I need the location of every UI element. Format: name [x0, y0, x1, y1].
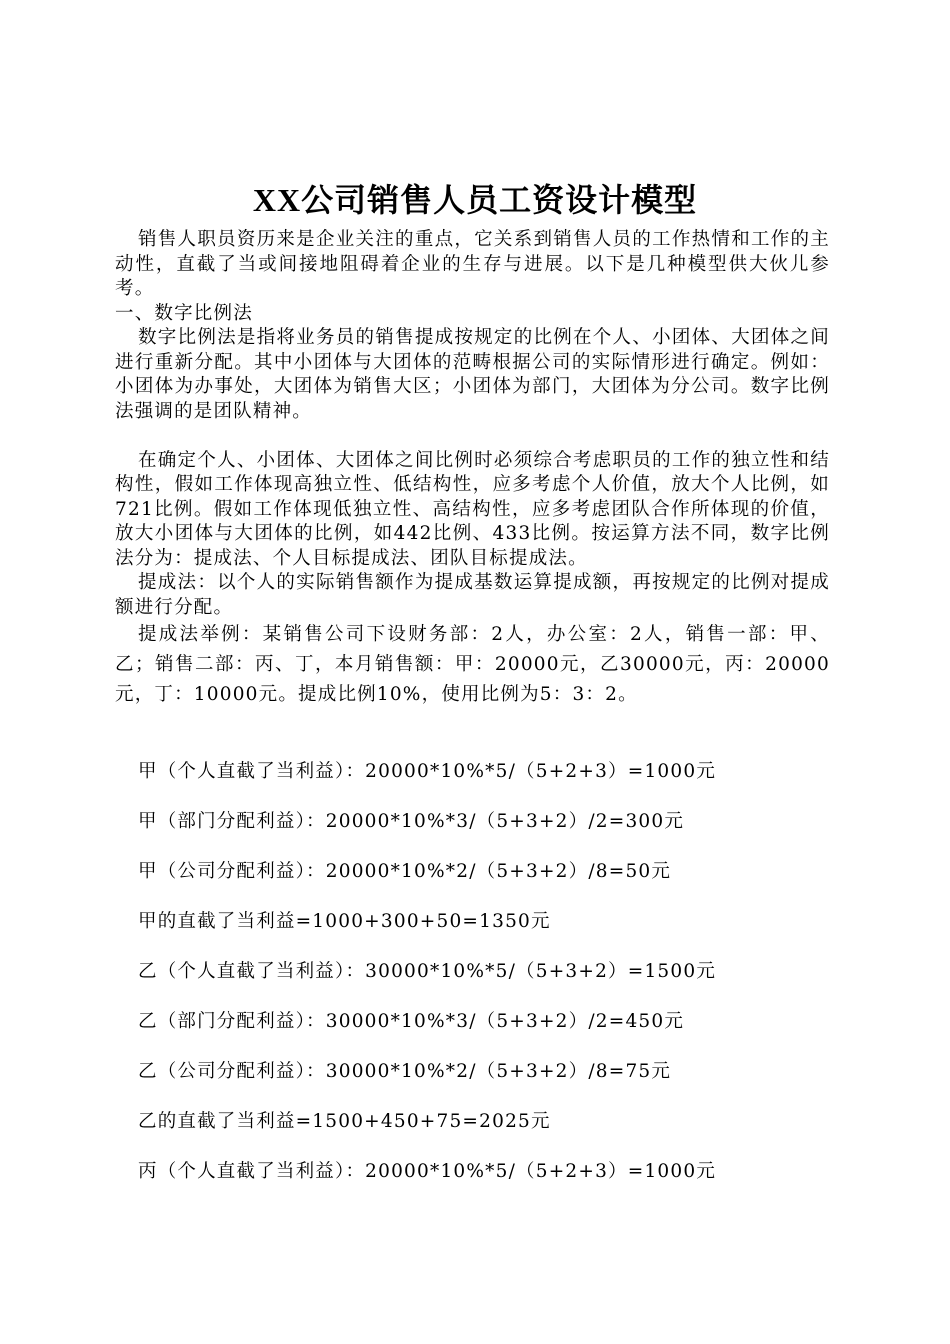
document-body: [115, 228, 830, 710]
calculation-line: 甲（部门分配利益）：20000*10%*3/（5+3+2）/2=300元: [138, 811, 685, 832]
section-heading: 一、数字比例法: [115, 302, 253, 324]
calculation-line: 甲的直截了当利益=1000+300+50=1350元: [138, 911, 551, 932]
intro-paragraph: 销售人职员资历来是企业关注的重点，它关系到销售人员的工作热情和工作的主动性，直截了当或间接地阻碍着企业的生存与进展。以下是几种模型供大伙儿参考。: [115, 229, 830, 299]
calculation-line: 乙（个人直截了当利益）：30000*10%*5/（5+3+2）=1500元: [138, 961, 717, 982]
calculation-line: 乙（部门分配利益）：30000*10%*3/（5+3+2）/2=450元: [138, 1011, 685, 1032]
ratio-paragraph: 在确定个人、小团体、大团体之间比例时必须综合考虑职员的工作的独立性和结构性，假如工作体现高独立性、低结构性，应多考虑个人价值，放大个人比例，如721比例。假如工作体现低独立性、高结构性，应多考虑团队合作所体现的价值，放大小团体与大团体的比例，如442比例、433比例。按运算方法不同，数字比例法分为：提成法、个人目标提成法、团队目标提成法。: [115, 449, 830, 569]
calculation-line: 乙的直截了当利益=1500+450+75=2025元: [138, 1111, 551, 1132]
example-paragraph: 提成法举例：某销售公司下设财务部：2人，办公室：2人，销售一部：甲、乙；销售二部：丙、丁，本月销售额：甲：20000元，乙30000元，丙：20000元，丁：10000元。提成比例10%，使用比例为5：3：2。: [115, 624, 830, 705]
document-title: XX公司销售人员工资设计模型: [252, 182, 698, 218]
calculation-line: 乙（公司分配利益）：30000*10%*2/（5+3+2）/8=75元: [138, 1061, 672, 1082]
calculation-line: 甲（个人直截了当利益）：20000*10%*5/（5+2+3）=1000元: [138, 761, 717, 782]
definition-paragraph: 数字比例法是指将业务员的销售提成按规定的比例在个人、小团体、大团体之间进行重新分配。其中小团体与大团体的范畴根据公司的实际情形进行确定。例如：小团体为办事处，大团体为销售大区；小团体为部门，大团体为分公司。数字比例法强调的是团队精神。: [115, 327, 830, 422]
commission-method-paragraph: 提成法：以个人的实际销售额作为提成基数运算提成额，再按规定的比例对提成额进行分配。: [115, 572, 830, 618]
paragraph-spacer: [115, 424, 830, 449]
calculation-line: 甲（公司分配利益）：20000*10%*2/（5+3+2）/8=50元: [138, 861, 672, 882]
calculation-line: 丙（个人直截了当利益）：20000*10%*5/（5+2+3）=1000元: [138, 1161, 717, 1182]
